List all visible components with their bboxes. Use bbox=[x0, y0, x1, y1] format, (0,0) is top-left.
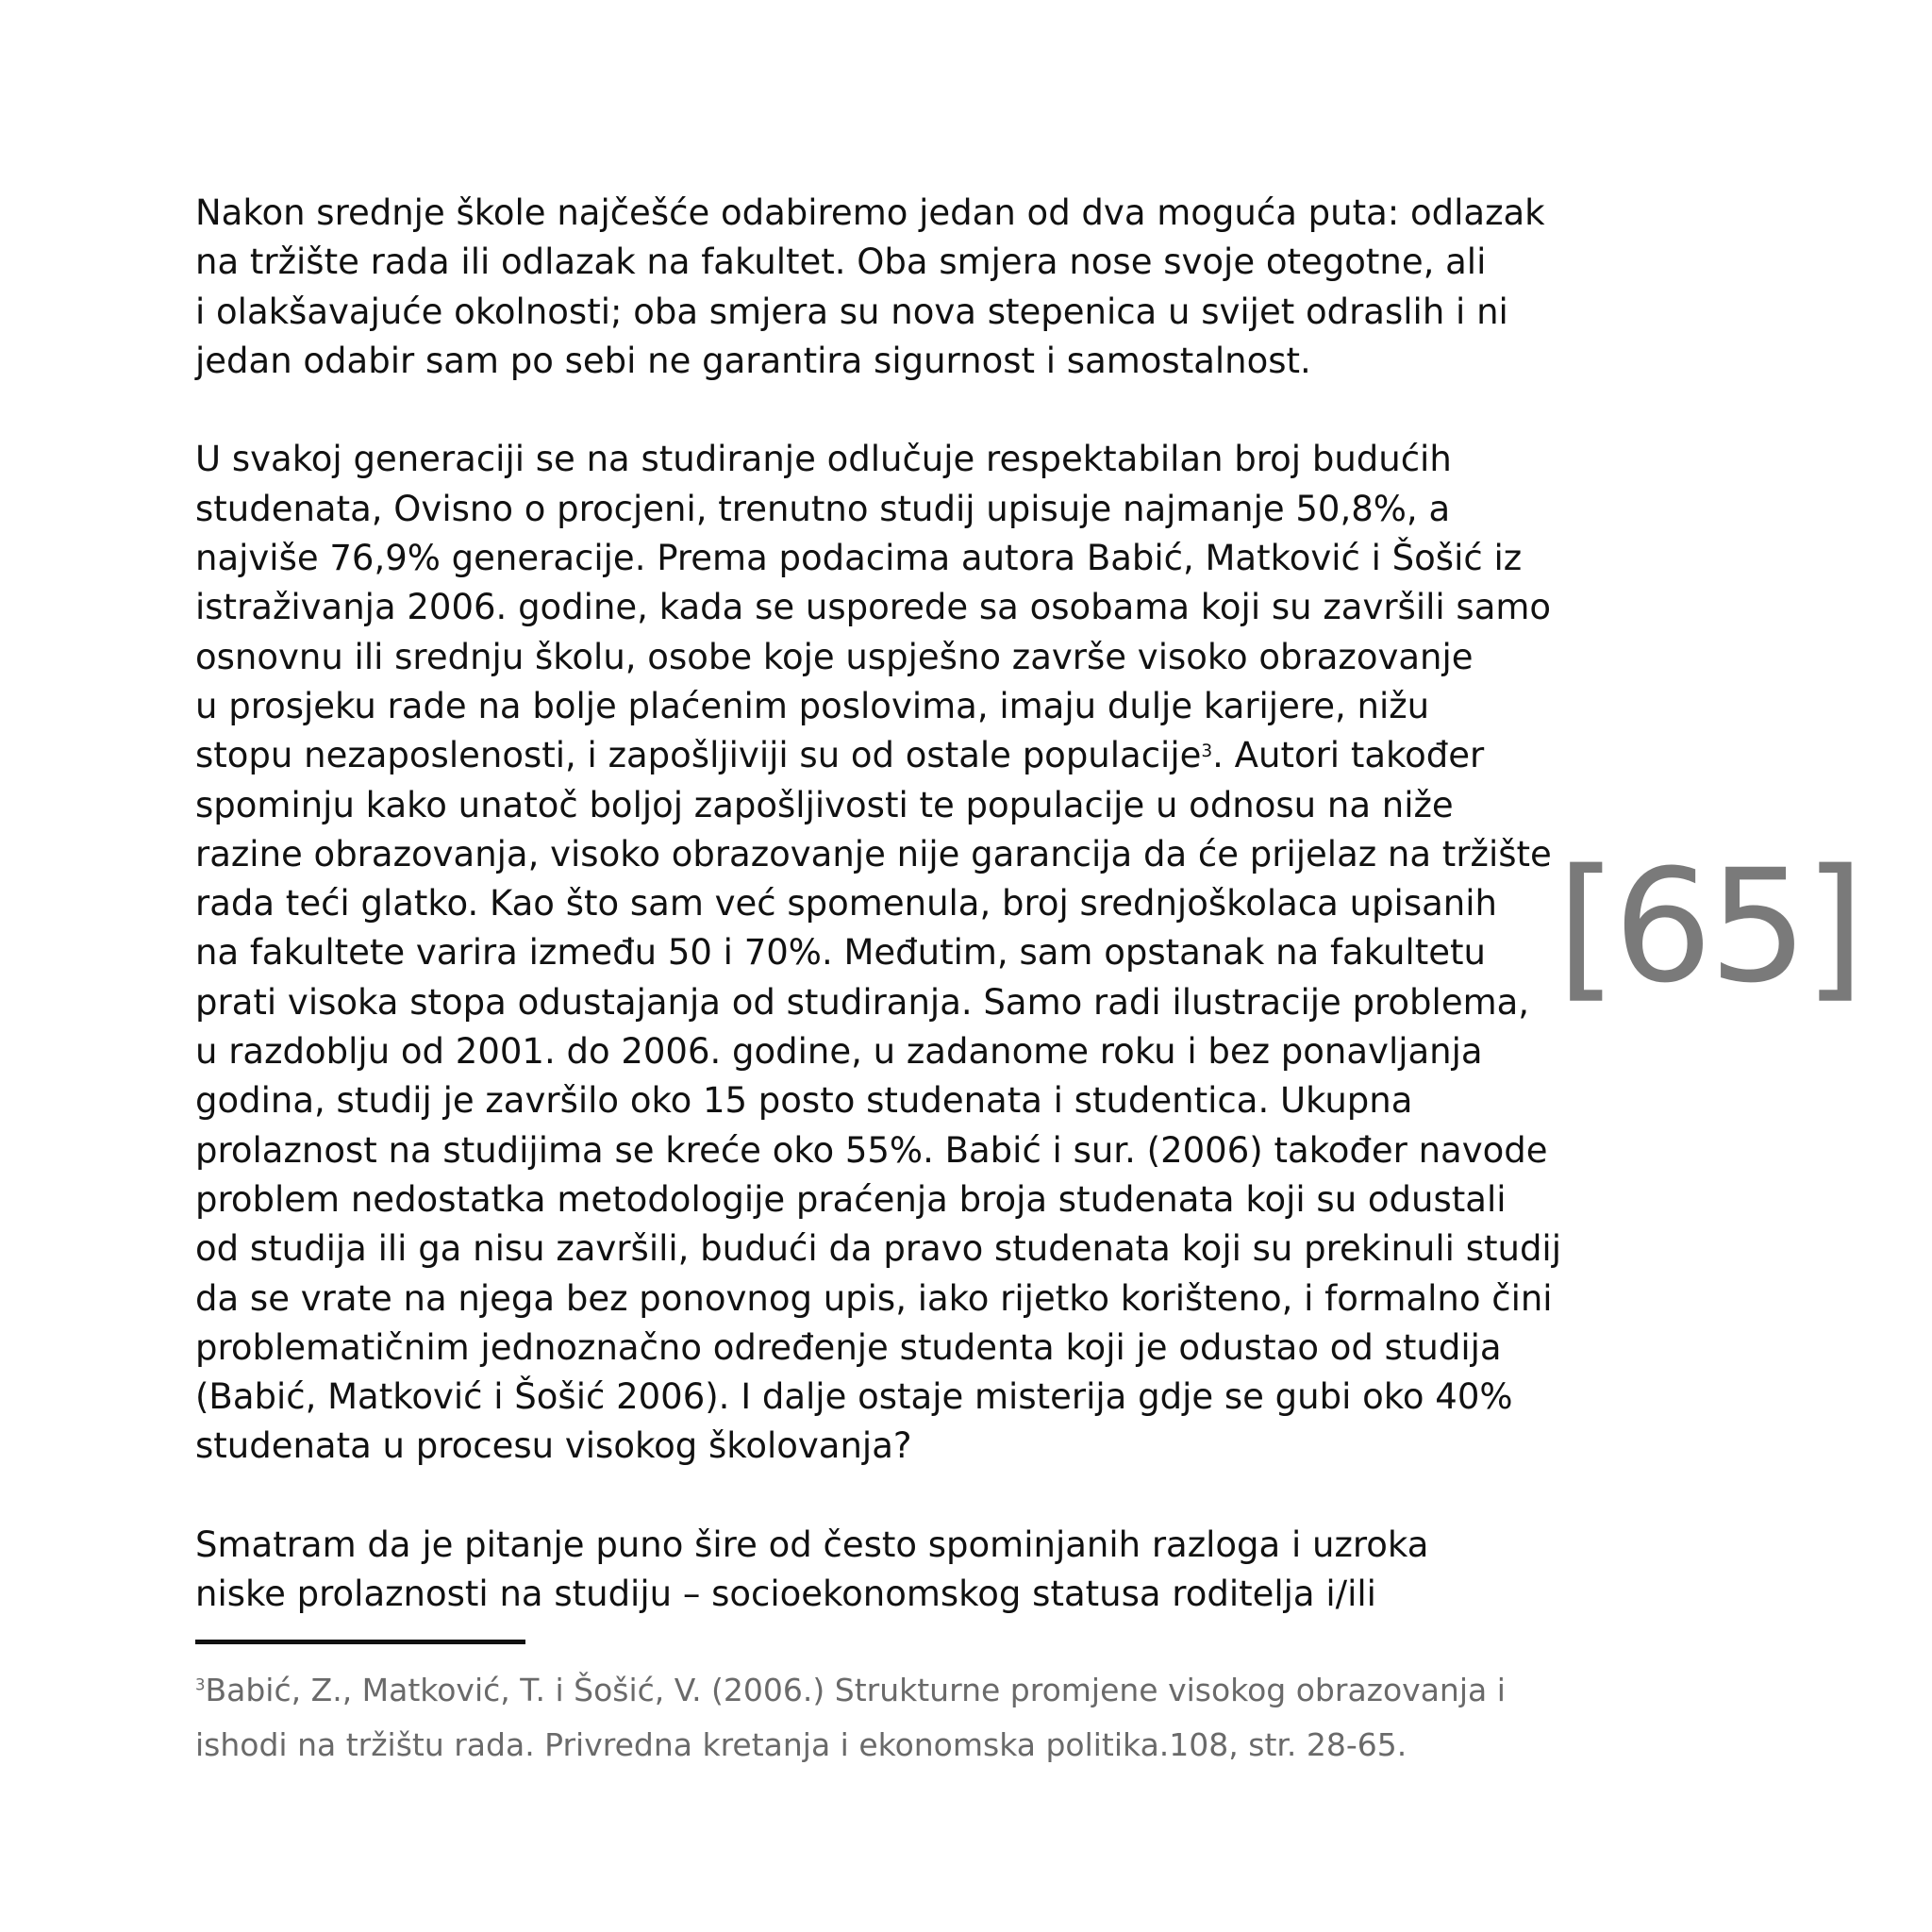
text-line: od studija ili ga nisu završili, budući da pravo studenata koji su prekinuli studij bbox=[195, 1228, 1561, 1270]
text-segment: stopu nezaposlenosti, i zapošljiviji su od ostale populacije bbox=[195, 735, 1202, 776]
paragraph-spacer bbox=[195, 1472, 1516, 1521]
text-line: godina, studij je završilo oko 15 posto studenata i studentica. Ukupna bbox=[195, 1080, 1413, 1122]
text-line: (Babić, Matković i Šošić 2006). I dalje ostaje misterija gdje se gubi oko 40% bbox=[195, 1376, 1513, 1418]
text-line: najviše 76,9% generacije. Prema podacima autora Babić, Matković i Šošić iz bbox=[195, 538, 1523, 579]
text-line-with-footnote-ref bbox=[195, 731, 1516, 780]
text-line: Smatram da je pitanje puno šire od često spominjanih razloga i uzroka bbox=[195, 1524, 1429, 1566]
footnote-line bbox=[195, 1663, 1516, 1718]
footnote-divider bbox=[195, 1640, 525, 1644]
text-line: osnovnu ili srednju školu, osobe koje uspješno završe visoko obrazovanje bbox=[195, 636, 1474, 677]
text-line: na tržište rada ili odlazak na fakultet. Oba smjera nose svoje otegotne, ali bbox=[195, 242, 1487, 283]
text-line: prolaznost na studijima se kreće oko 55%. Babić i sur. (2006) također navode bbox=[195, 1129, 1548, 1171]
text-line: na fakultete varira između 50 i 70%. Međutim, sam opstanak na fakultetu bbox=[195, 932, 1486, 974]
text-line: studenata, Ovisno o procjeni, trenutno studij upisuje najmanje 50,8%, a bbox=[195, 488, 1451, 529]
text-line: jedan odabir sam po sebi ne garantira sigurnost i samostalnost. bbox=[195, 340, 1311, 381]
paragraph-spacer bbox=[195, 386, 1516, 435]
text-line: da se vrate na njega bez ponovnog upis, iako rijetko korišteno, i formalno čini bbox=[195, 1277, 1553, 1319]
text-segment: . Autori također bbox=[1212, 735, 1485, 776]
text-line: u prosjeku rade na bolje plaćenim poslovima, imaju dulje karijere, nižu bbox=[195, 685, 1430, 726]
text-line: rada teći glatko. Kao što sam već spomenula, broj srednjoškolaca upisanih bbox=[195, 883, 1497, 924]
text-line: niske prolaznosti na studiju – socioekonomskog statusa roditelja i/ili bbox=[195, 1574, 1376, 1615]
page-number: [65] bbox=[1557, 836, 1861, 1017]
text-line: prati visoka stopa odustajanja od studiranja. Samo radi ilustracije problema, bbox=[195, 981, 1530, 1023]
footnote-marker: 3 bbox=[195, 1675, 206, 1694]
body-text bbox=[195, 189, 1561, 1620]
footnote-reference: 3 bbox=[1201, 741, 1213, 762]
text-line: i olakšavajuće okolnosti; oba smjera su nova stepenica u svijet odraslih i ni bbox=[195, 291, 1508, 332]
text-line: U svakoj generaciji se na studiranje odlučuje respektabilan broj budućih bbox=[195, 439, 1452, 480]
footnote-line: ishodi na tržištu rada. Privredna kretanja i ekonomska politika.108, str. 28-65. bbox=[195, 1726, 1407, 1763]
paragraph-2 bbox=[195, 435, 1561, 1471]
text-line: istraživanja 2006. godine, kada se usporede sa osobama koji su završili samo bbox=[195, 587, 1552, 628]
footnote-text: Babić, Z., Matković, T. i Šošić, V. (2006.) Strukturne promjene visokog obrazovanja i bbox=[205, 1672, 1506, 1708]
footnote bbox=[195, 1663, 1516, 1773]
text-line: Nakon srednje škole najčešće odabiremo jedan od dva moguća puta: odlazak bbox=[195, 192, 1545, 233]
text-line: studenata u procesu visokog školovanja? bbox=[195, 1425, 912, 1467]
paragraph-1 bbox=[195, 189, 1545, 386]
text-line: problem nedostatka metodologije praćenja broja studenata koji su odustali bbox=[195, 1178, 1507, 1220]
text-line: problematičnim jednoznačno određenje studenta koji je odustao od studija bbox=[195, 1326, 1502, 1368]
text-line: razine obrazovanja, visoko obrazovanje nije garancija da će prijelaz na tržište bbox=[195, 833, 1552, 874]
paragraph-3 bbox=[195, 1521, 1516, 1620]
text-line: spominju kako unatoč boljoj zapošljivosti te populacije u odnosu na niže bbox=[195, 784, 1454, 825]
text-line: u razdoblju od 2001. do 2006. godine, u zadanome roku i bez ponavljanja bbox=[195, 1031, 1483, 1073]
